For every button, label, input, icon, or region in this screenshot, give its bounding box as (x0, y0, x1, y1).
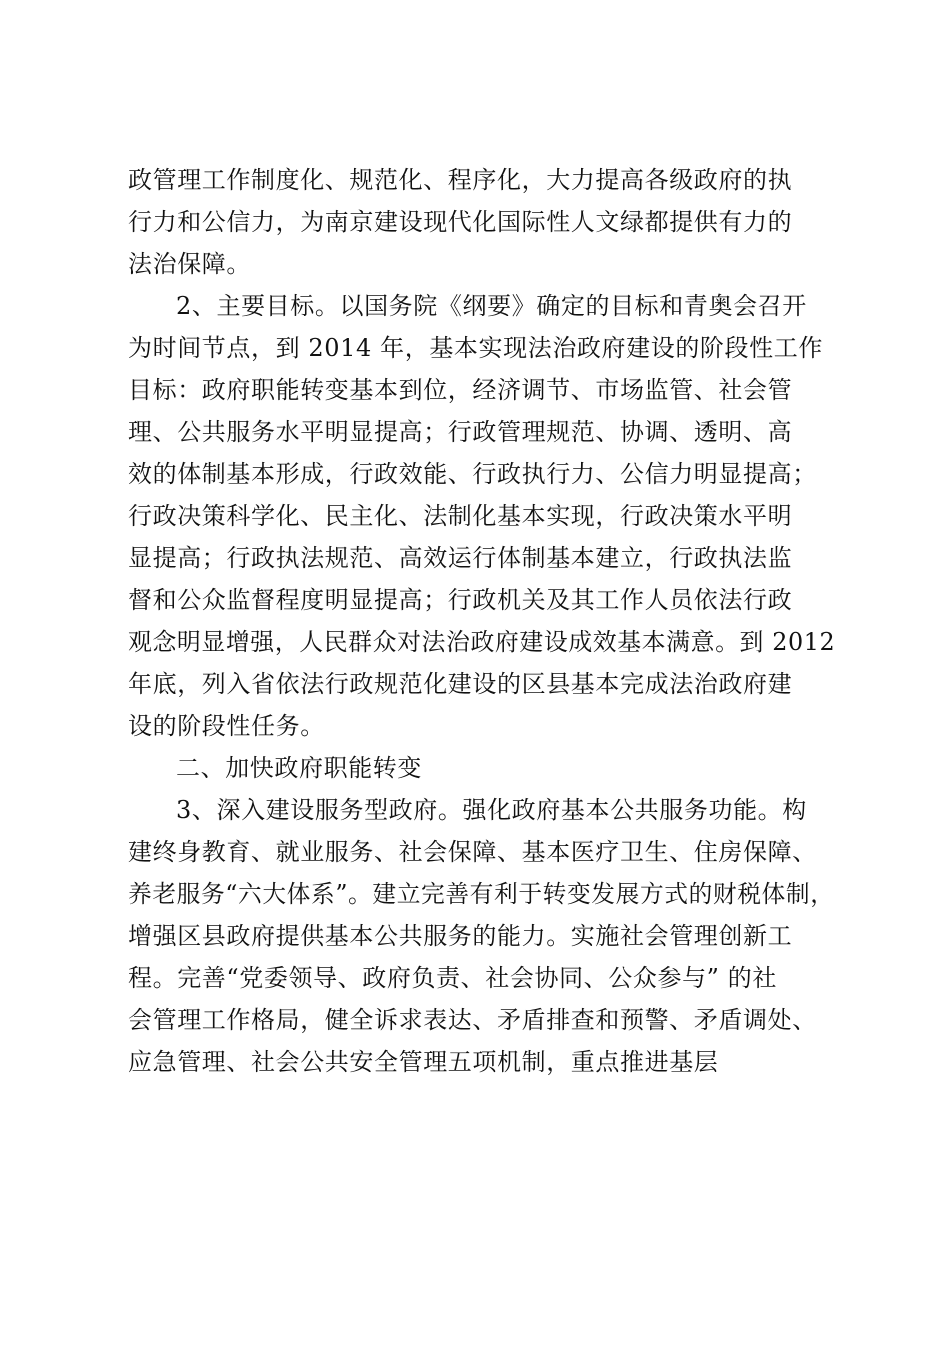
text-line: 效的体制基本形成，行政效能、行政执行力、公信力明显提高； (128, 460, 817, 488)
text-line: 政管理工作制度化、规范化、程序化，大力提高各级政府的执 (128, 166, 793, 194)
text-line: 目标：政府职能转变基本到位，经济调节、市场监管、社会管 (128, 376, 793, 404)
text-line: 程。完善“党委领导、政府负责、社会协同、公众参与” 的社 (128, 964, 777, 992)
text-line: 设的阶段性任务。 (128, 712, 325, 740)
text-line: 为时间节点，到 2014 年，基本实现法治政府建设的阶段性工作 (128, 334, 823, 362)
text-line: 观念明显增强，人民群众对法治政府建设成效基本满意。到 2012 (128, 628, 836, 656)
text-line: 2、主要目标。以国务院《纲要》确定的目标和青奥会召开 (176, 292, 807, 320)
text-line: 会管理工作格局，健全诉求表达、矛盾排查和预警、矛盾调处、 (128, 1006, 817, 1034)
text-line: 3、深入建设服务型政府。强化政府基本公共服务功能。构 (176, 796, 807, 824)
section-heading: 二、加快政府职能转变 (176, 754, 422, 782)
text-line: 行政决策科学化、民主化、法制化基本实现，行政决策水平明 (128, 502, 793, 530)
text-line: 法治保障。 (128, 250, 251, 278)
text-line: 督和公众监督程度明显提高；行政机关及其工作人员依法行政 (128, 586, 793, 614)
text-line: 理、公共服务水平明显提高；行政管理规范、协调、透明、高 (128, 418, 793, 446)
text-line: 行力和公信力，为南京建设现代化国际性人文绿都提供有力的 (128, 208, 793, 236)
text-line: 显提高；行政执法规范、高效运行体制基本建立，行政执法监 (128, 544, 793, 572)
text-line: 增强区县政府提供基本公共服务的能力。实施社会管理创新工 (128, 922, 793, 950)
text-line: 年底，列入省依法行政规范化建设的区县基本完成法治政府建 (128, 670, 793, 698)
text-line: 建终身教育、就业服务、社会保障、基本医疗卫生、住房保障、 (128, 838, 817, 866)
text-line: 养老服务“六大体系”。建立完善有利于转变发展方式的财税体制， (128, 880, 835, 908)
text-line: 应急管理、社会公共安全管理五项机制，重点推进基层 (128, 1048, 719, 1076)
